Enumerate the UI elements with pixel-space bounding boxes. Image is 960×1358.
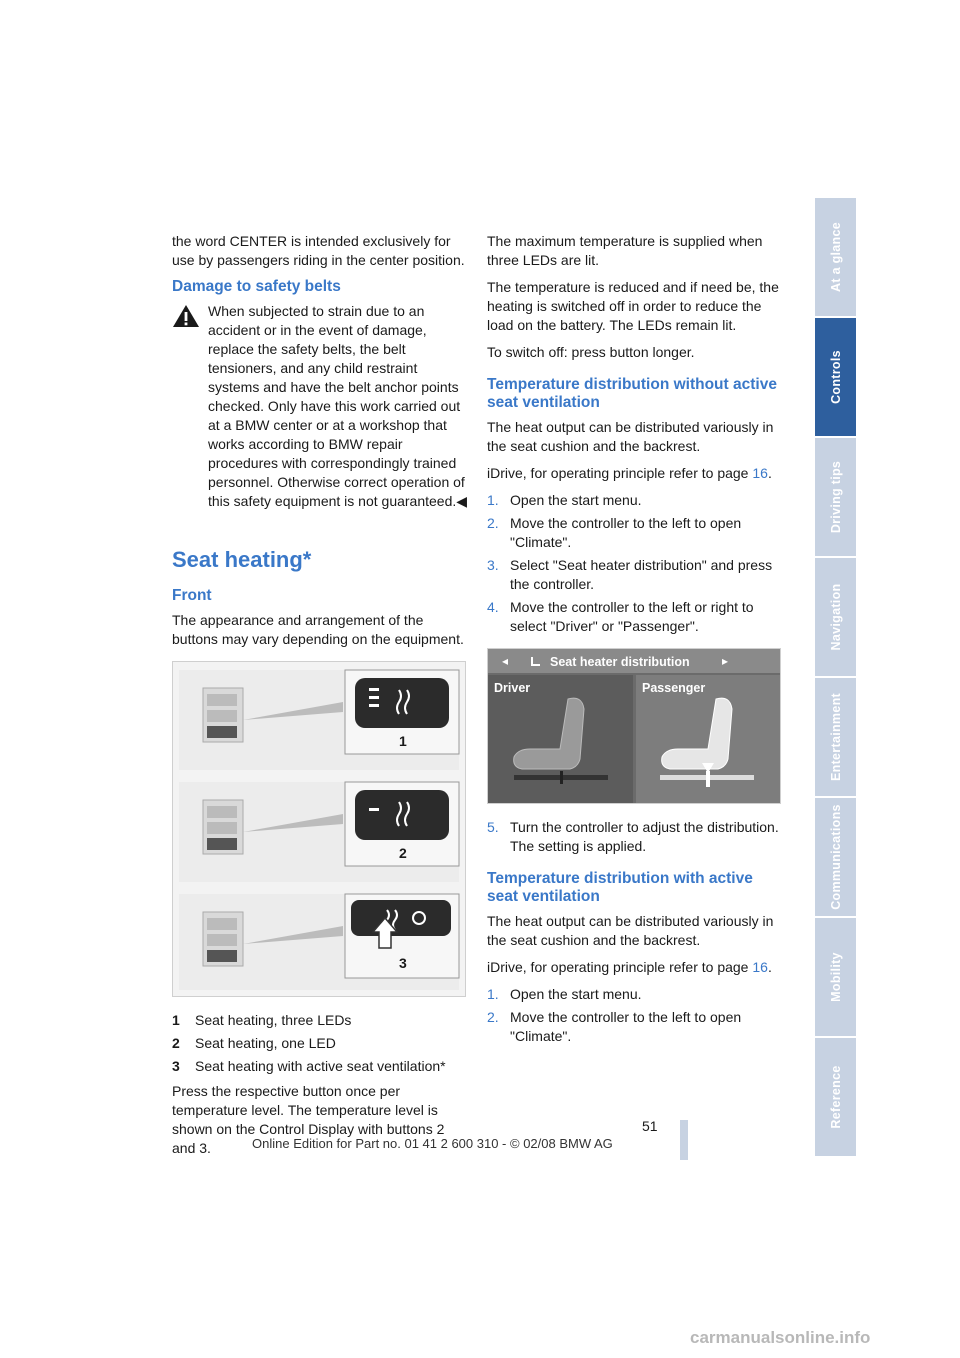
figure-legend (172, 1011, 468, 1076)
step-item: 4. Move the controller to the left or right to select "Driver" or "Passenger". (487, 599, 754, 634)
tab-reference[interactable]: Reference (815, 1038, 856, 1158)
dist-text: The heat output can be distributed variously in the seat cushion and the backrest. (487, 419, 774, 454)
svg-text:▸: ▸ (722, 654, 729, 668)
seat-distribution-screen (488, 649, 780, 803)
max-temp-text: The maximum temperature is supplied when three LEDs are lit. (487, 233, 763, 268)
warning-triangle-icon (172, 304, 200, 328)
step-item: 3. Select "Seat heater distribution" and press the controller. (487, 557, 773, 592)
passenger-label[interactable]: Passenger (642, 681, 706, 695)
figure-label-3: 3 (399, 955, 407, 971)
warning-text: When subjected to strain due to an accident or in the event of damage, replace the safety belts, the belt tensioners, and any child restraint systems and have the belt anchor points checked. Only have this work carried out at a BMW center or at a workshop that works according to BMW repair procedures with correspondingly trained personnel. Otherwise correct operation of this safety equipment is not guaranteed.◀ (208, 303, 468, 509)
switch-off-text: To switch off: press button longer. (487, 344, 695, 360)
damage-heading: Damage to safety belts (172, 278, 341, 295)
panel-3 (179, 894, 459, 990)
chapter-tabs (815, 198, 856, 1160)
svg-text:◂: ◂ (502, 654, 509, 668)
panel-2 (179, 782, 459, 882)
footer-bar (680, 1120, 688, 1160)
tab-driving-tips[interactable]: Driving tips (815, 438, 856, 558)
right-column (487, 232, 783, 1052)
figure-label-2: 2 (399, 845, 407, 861)
front-text: The appearance and arrangement of the buttons may vary depending on the equipment. (172, 612, 464, 647)
step-item: 5. Turn the controller to adjust the distribution. The setting is applied. (487, 819, 779, 854)
legend-item: 3 Seat heating with active seat ventilation* (172, 1058, 446, 1074)
step-item: 2. Move the controller to the left to open "Climate". (487, 515, 742, 550)
button-panels-illustration (173, 662, 465, 996)
page-link[interactable]: 16 (752, 465, 768, 481)
tab-controls[interactable]: Controls (815, 318, 856, 438)
step-item: 2. Move the controller to the left to open "Climate". (487, 1009, 742, 1044)
footer-edition: Online Edition for Part no. 01 41 2 600 310 - © 02/08 BMW AG (252, 1136, 613, 1151)
dist-with-heading: Temperature distribution with active seat ventilation (487, 870, 753, 905)
section-title: Seat heating* (172, 547, 312, 572)
page-number: 51 (642, 1118, 658, 1134)
intro-text: the word CENTER is intended exclusively for use by passengers riding in the center position. (172, 233, 465, 268)
front-heading: Front (172, 587, 212, 604)
reduced-text: The temperature is reduced and if need be, the heating is switched off in order to reduce the load on the battery. The LEDs remain lit. (487, 279, 779, 333)
steps-list-5 (487, 818, 783, 856)
dist-text-2: The heat output can be distributed variously in the seat cushion and the backrest. (487, 913, 774, 948)
tab-at-a-glance[interactable]: At a glance (815, 198, 856, 318)
page-link[interactable]: 16 (752, 959, 768, 975)
watermark: carmanualsonline.info (690, 1328, 871, 1347)
tab-navigation[interactable]: Navigation (815, 558, 856, 678)
panel-1 (179, 670, 459, 770)
idrive-ref: iDrive, for operating principle refer to page 16. (487, 465, 772, 481)
driver-label[interactable]: Driver (494, 681, 531, 695)
steps-list-b (487, 985, 783, 1046)
tab-mobility[interactable]: Mobility (815, 918, 856, 1038)
warning-block (172, 302, 468, 511)
left-column (172, 232, 468, 1166)
idrive-ref-2: iDrive, for operating principle refer to page 16. (487, 959, 772, 975)
step-item: 1. Open the start menu. (487, 986, 642, 1002)
seat-heating-buttons-figure (172, 661, 466, 997)
legend-item: 2 Seat heating, one LED (172, 1035, 336, 1051)
legend-item: 1 Seat heating, three LEDs (172, 1012, 352, 1028)
screen-title: Seat heater distribution (550, 655, 690, 669)
control-display-screen (487, 648, 781, 804)
steps-list-a (487, 491, 783, 636)
tab-entertainment[interactable]: Entertainment (815, 678, 856, 798)
press-text: Press the respective button once per temperature level. The temperature level is shown on the Control Display with buttons 2 and 3. (172, 1083, 445, 1156)
dist-without-heading: Temperature distribution without active seat ventilation (487, 376, 777, 411)
tab-communications[interactable]: Communications (815, 798, 856, 918)
step-item: 1. Open the start menu. (487, 492, 642, 508)
figure-label-1: 1 (399, 733, 407, 749)
